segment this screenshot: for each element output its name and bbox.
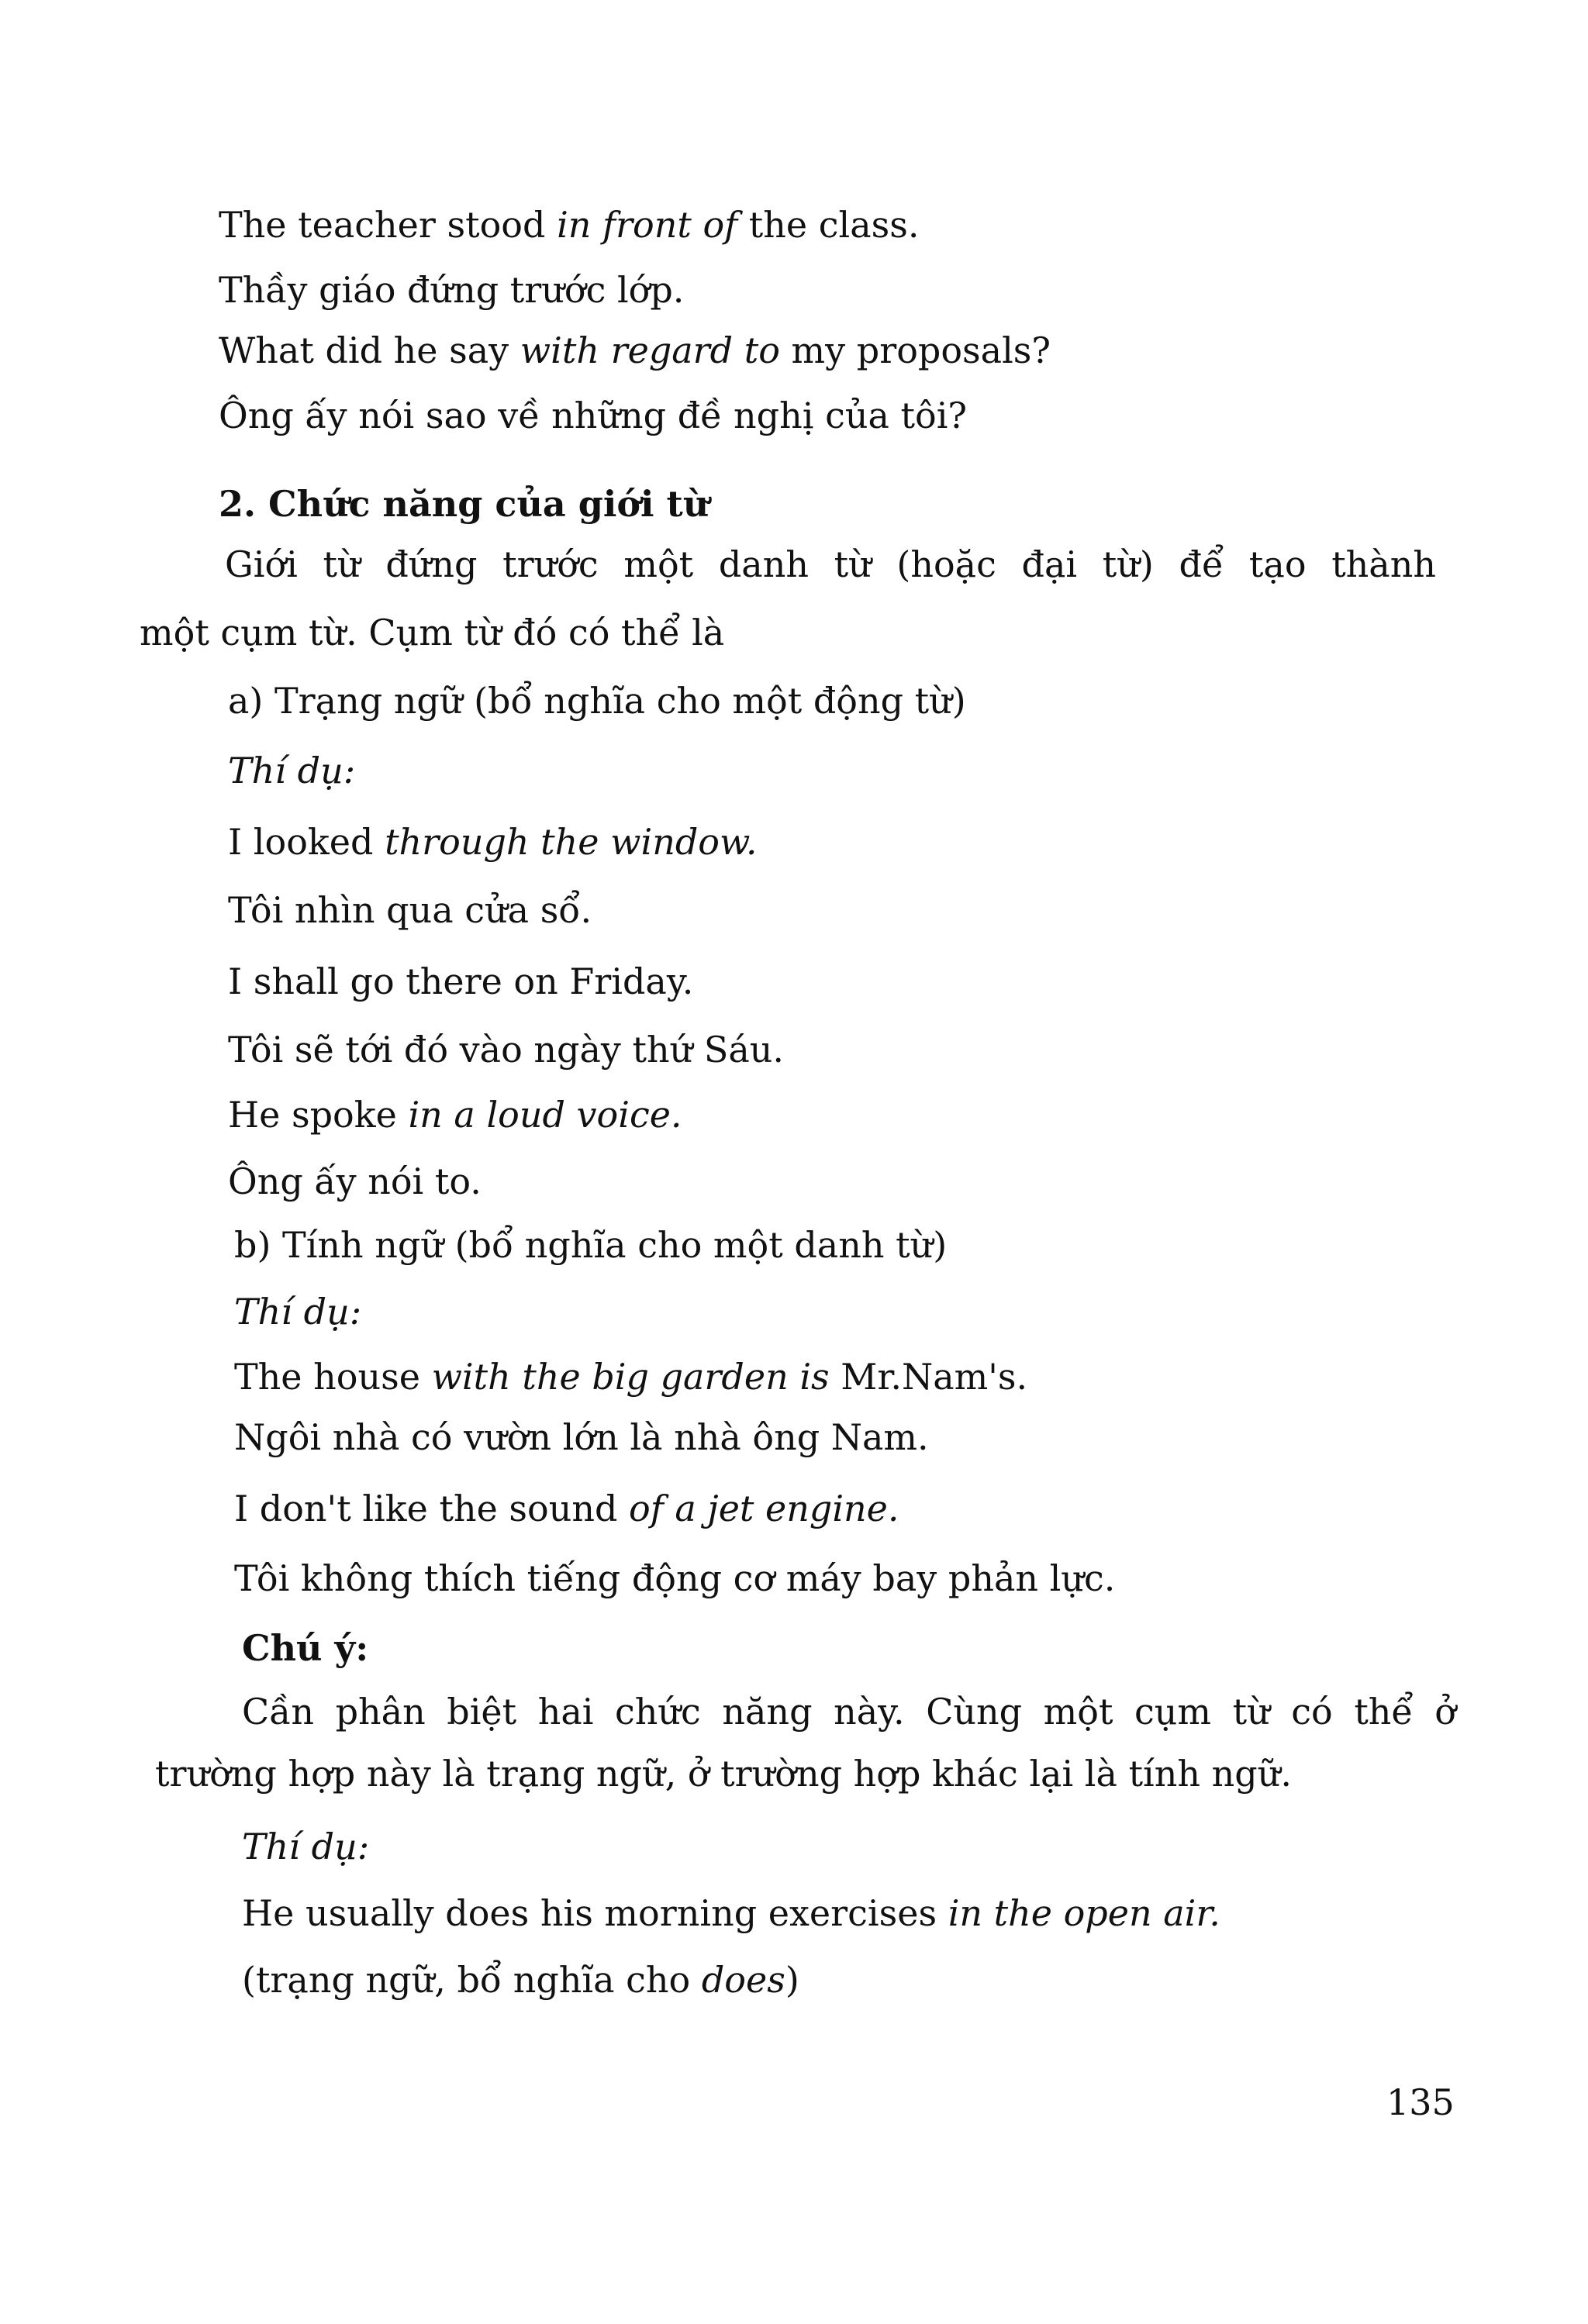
paragraph-1-line-2: một cụm từ. Cụm từ đó có thể là	[140, 612, 725, 653]
text: I looked	[228, 821, 385, 863]
example-sentence-8	[242, 1891, 1220, 1935]
italic-phrase: of a jet engine.	[629, 1488, 899, 1529]
paragraph-2-line-1: Cần phân biệt hai chức năng này. Cùng một cụm từ có thể ở	[242, 1691, 1456, 1733]
page-number: 135	[1386, 2081, 1455, 2123]
italic-word: does	[701, 1959, 785, 2001]
bold-label: Chú ý:	[242, 1627, 369, 1669]
example-sentence-4: I shall go there on Friday.	[228, 960, 694, 1002]
example-label-1	[228, 749, 355, 792]
text: the class.	[737, 204, 920, 246]
text: I don't like the sound	[234, 1488, 630, 1529]
italic-phrase: through the window.	[385, 821, 758, 863]
example-label-2	[234, 1290, 361, 1333]
item-b-label: b) Tính ngữ (bổ nghĩa cho một danh từ)	[234, 1224, 948, 1266]
text: What did he say	[219, 329, 520, 371]
note-label	[242, 1626, 368, 1670]
paragraph-1-line-1: Giới từ đứng trước một danh từ (hoặc đại từ) để tạo thành	[225, 543, 1436, 585]
italic-phrase: in a loud voice.	[408, 1094, 682, 1136]
example-sentence-1	[219, 203, 920, 247]
text: The teacher stood	[219, 204, 558, 246]
italic-phrase: in front of	[557, 204, 738, 246]
italic-label: Thí dụ:	[234, 1291, 362, 1333]
translation-1: Thầy giáo đứng trước lớp.	[219, 269, 685, 311]
italic-label: Thí dụ:	[228, 750, 356, 791]
text: Mr.Nam's.	[829, 1356, 1028, 1398]
text: He usually does his morning exercises	[242, 1892, 948, 1934]
italic-phrase: with regard to	[520, 329, 780, 371]
translation-4: Tôi sẽ tới đó vào ngày thứ Sáu.	[228, 1029, 785, 1071]
italic-phrase: in the open air.	[948, 1892, 1220, 1934]
example-sentence-2	[219, 329, 1051, 372]
text: (trạng ngữ, bổ nghĩa cho	[242, 1959, 702, 2001]
example-label-3	[242, 1825, 369, 1868]
italic-phrase: with the big garden is	[431, 1356, 830, 1398]
translation-6: Ngôi nhà có vườn lớn là nhà ông Nam.	[234, 1416, 929, 1458]
text: )	[785, 1959, 799, 2001]
explanation-line	[242, 1958, 799, 2002]
translation-3: Tôi nhìn qua cửa sổ.	[228, 889, 592, 931]
item-a-label: a) Trạng ngữ (bổ nghĩa cho một động từ)	[228, 680, 966, 722]
paragraph-2-line-2: trường hợp này là trạng ngữ, ở trường hợp khác lại là tính ngữ.	[155, 1753, 1292, 1795]
text: The house	[234, 1356, 432, 1398]
example-sentence-7	[234, 1487, 899, 1530]
example-sentence-5	[228, 1093, 682, 1136]
text: my proposals?	[779, 329, 1051, 371]
translation-7: Tôi không thích tiếng động cơ máy bay phản lực.	[234, 1557, 1116, 1599]
example-sentence-6	[234, 1355, 1027, 1398]
translation-5: Ông ấy nói to.	[228, 1160, 482, 1202]
text: He spoke	[228, 1094, 409, 1136]
example-sentence-3	[228, 820, 758, 864]
italic-label: Thí dụ:	[242, 1826, 370, 1867]
section-heading: 2. Chức năng của giới từ	[219, 483, 709, 525]
translation-2: Ông ấy nói sao về những đề nghị của tôi?	[219, 395, 968, 436]
